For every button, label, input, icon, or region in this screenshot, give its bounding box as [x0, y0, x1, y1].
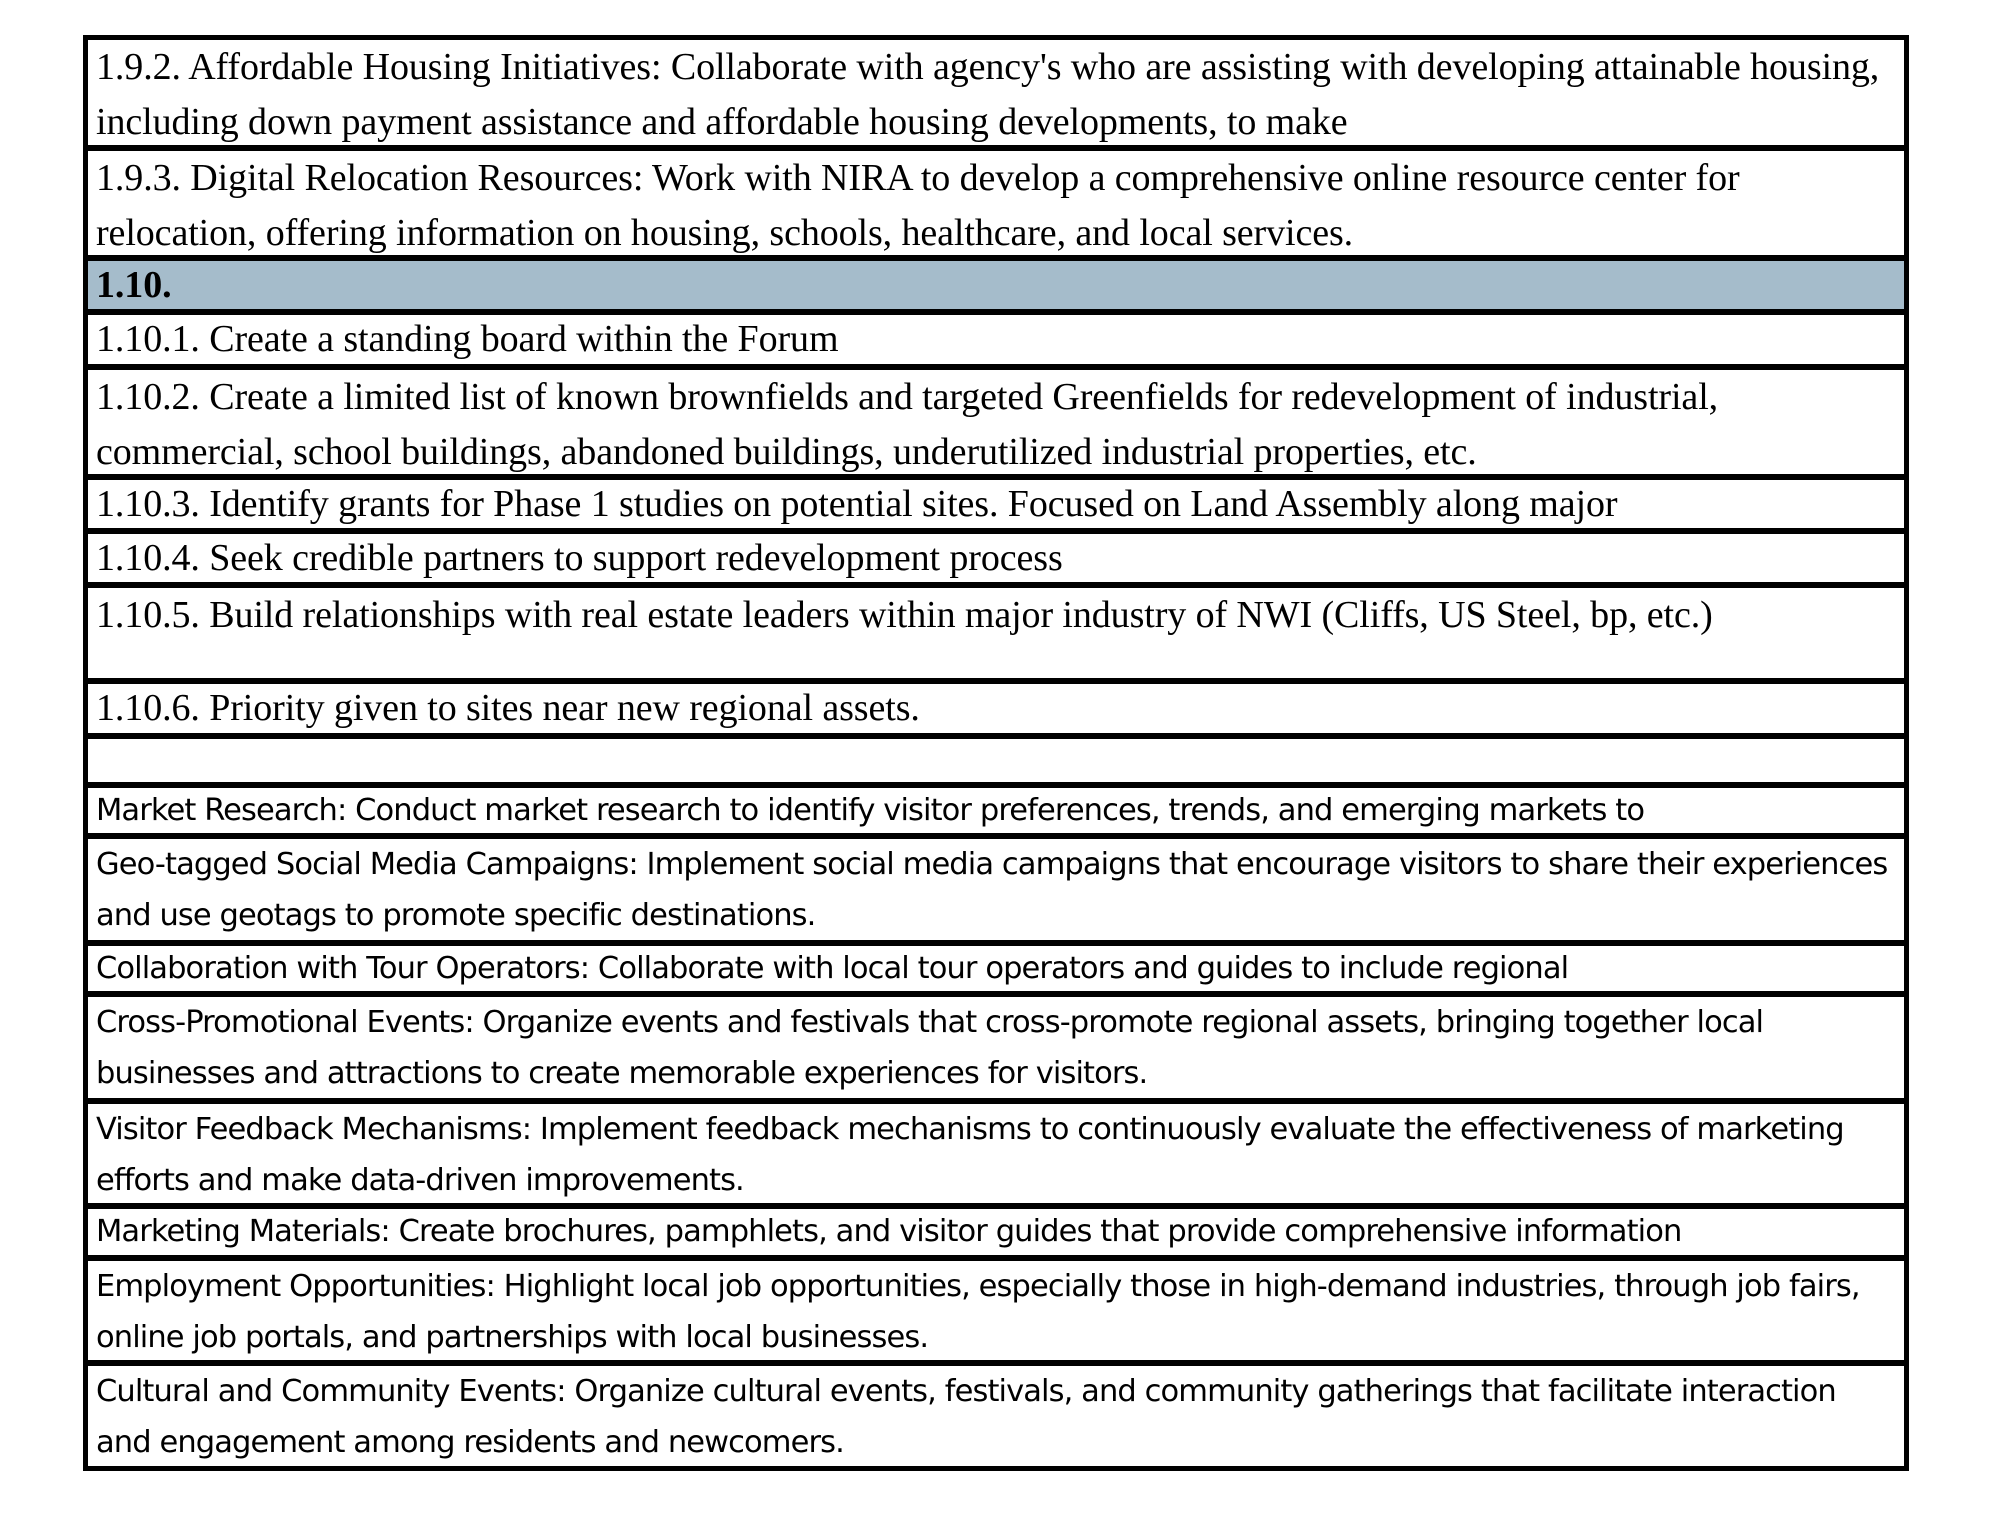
row-text: 1.10.1. Create a standing board within the Forum [96, 318, 839, 360]
table-row-cultural-community-events [88, 1366, 1904, 1466]
document-table [83, 35, 1909, 1471]
row-text: 1.9.2. Affordable Housing Initiatives: Collaborate with agency's who are assisting with developing attainable housing, including down payment assistance and affordable housing developments, to make [96, 46, 1880, 143]
row-text: Cross-Promotional Events: Organize events and festivals that cross-promote regional assets, bringing together local businesses and attractions to create memorable experiences for visitors. [96, 1005, 1764, 1091]
row-text: 1.10.6. Priority given to sites near new regional assets. [96, 687, 920, 729]
row-text: Collaboration with Tour Operators: Collaborate with local tour operators and guides to include regional [96, 951, 1569, 986]
section-header-1-10 [88, 261, 1904, 309]
table-row-1-10-4 [88, 534, 1904, 582]
table-row-1-10-6 [88, 684, 1904, 733]
table-row-1-10-3 [88, 480, 1904, 528]
table-row-market-research [88, 788, 1904, 833]
row-text: Employment Opportunities: Highlight local job opportunities, especially those in high-demand industries, through job fairs, online job portals, and partnerships with local businesses. [96, 1269, 1860, 1355]
table-row-1-10-2 [88, 370, 1904, 474]
table-row-blank [88, 739, 1904, 782]
table-row-1-9-3 [88, 151, 1904, 255]
table-row-marketing-materials [88, 1209, 1904, 1255]
table-row-cross-promotional-events [88, 997, 1904, 1098]
table-row-geo-tagged-campaigns [88, 839, 1904, 940]
section-header-text: 1.10. [96, 264, 172, 306]
table-row-1-9-2 [88, 40, 1904, 145]
row-text: Marketing Materials: Create brochures, pamphlets, and visitor guides that provide comprehensive information [96, 1214, 1682, 1249]
table-row-1-10-1 [88, 315, 1904, 364]
row-text: Market Research: Conduct market research to identify visitor preferences, trends, and emerging markets to [96, 793, 1645, 828]
row-text: 1.10.3. Identify grants for Phase 1 studies on potential sites. Focused on Land Assembly along major [96, 483, 1618, 525]
table-row-visitor-feedback [88, 1104, 1904, 1203]
row-text: 1.10.5. Build relationships with real estate leaders within major industry of NWI (Cliffs, US Steel, bp, etc.) [96, 594, 1713, 636]
row-text: 1.10.2. Create a limited list of known brownfields and targeted Greenfields for redevelopment of industrial, commercial, school buildings, abandoned buildings, underutilized industrial properties, etc. [96, 376, 1719, 473]
table-row-1-10-5 [88, 588, 1904, 678]
table-row-employment-opportunities [88, 1261, 1904, 1360]
table-row-tour-operators [88, 946, 1904, 991]
row-text: 1.9.3. Digital Relocation Resources: Work with NIRA to develop a comprehensive online resource center for relocation, offering information on housing, schools, healthcare, and local services. [96, 157, 1740, 254]
row-text: Cultural and Community Events: Organize cultural events, festivals, and community gatherings that facilitate interaction and engagement among residents and newcomers. [96, 1374, 1836, 1460]
row-text: 1.10.4. Seek credible partners to support redevelopment process [96, 537, 1063, 579]
row-text: Geo-tagged Social Media Campaigns: Implement social media campaigns that encourage visitors to share their experiences and use geotags to promote specific destinations. [96, 847, 1888, 933]
row-text: Visitor Feedback Mechanisms: Implement feedback mechanisms to continuously evaluate the effectiveness of marketing efforts and make data-driven improvements. [96, 1112, 1844, 1198]
